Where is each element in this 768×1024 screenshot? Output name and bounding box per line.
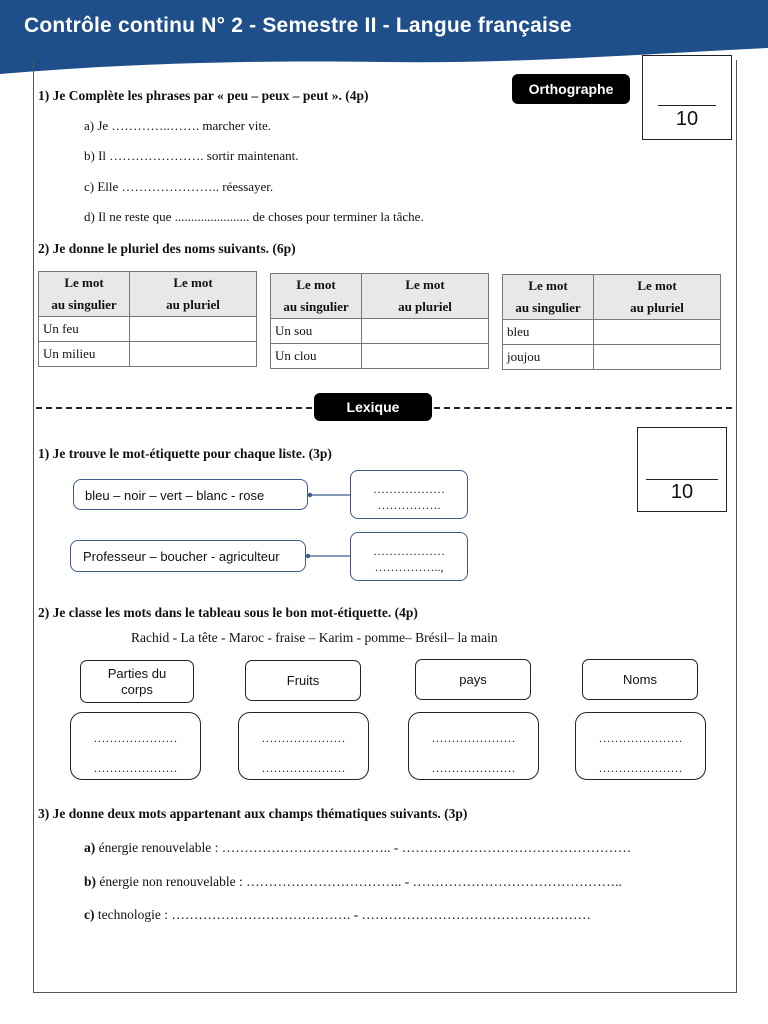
phrase-line-b: b) Il …………………. sortir maintenant. bbox=[84, 148, 299, 163]
column-header-singular: Le mot au singulier bbox=[39, 272, 130, 317]
answer-box-countries[interactable] bbox=[408, 712, 539, 780]
question-mot-etiquette: 1) Je trouve le mot-étiquette pour chaque liste. (3p) bbox=[38, 446, 332, 461]
answer-box-names[interactable] bbox=[575, 712, 706, 780]
plural-table-3 bbox=[502, 274, 721, 370]
column-header-plural: Le mot au pluriel bbox=[362, 274, 489, 319]
section-label-orthographe: Orthographe bbox=[512, 74, 630, 104]
score-line bbox=[646, 479, 718, 480]
category-label-body-parts bbox=[80, 660, 194, 703]
plural-answer-cell[interactable] bbox=[130, 317, 257, 342]
thematic-line-b bbox=[84, 874, 622, 890]
item-text: énergie renouvelable : ……………………………….. - …………………………………………… bbox=[98, 840, 632, 855]
score-box-orthographe bbox=[642, 55, 732, 140]
singular-cell: Un feu bbox=[39, 317, 130, 342]
singular-cell: Un milieu bbox=[39, 342, 130, 367]
question-classify: 2) Je classe les mots dans le tableau sous le bon mot-étiquette. (4p) bbox=[38, 605, 418, 620]
answer-dots: ………………… bbox=[261, 761, 346, 775]
plural-table-2 bbox=[270, 273, 489, 369]
item-text: technologie : …………………………………. - …………………………………………… bbox=[97, 907, 591, 922]
question-thematic-fields: 3) Je donne deux mots appartenant aux champs thématiques suivants. (3p) bbox=[38, 806, 468, 821]
phrase-line-d: d) Il ne reste que ....................... de choses pour terminer la tâche. bbox=[84, 209, 424, 224]
column-header-singular: Le mot au singulier bbox=[271, 274, 362, 319]
category-label-countries: pays bbox=[415, 659, 531, 700]
category-label-line: corps bbox=[121, 682, 153, 697]
score-line bbox=[658, 105, 716, 106]
singular-cell: joujou bbox=[503, 345, 594, 370]
answer-box-fruits[interactable] bbox=[238, 712, 369, 780]
singular-cell: Un clou bbox=[271, 344, 362, 369]
category-label-fruits: Fruits bbox=[245, 660, 361, 701]
answer-dots: ……………… bbox=[373, 482, 445, 496]
section-divider-right bbox=[434, 407, 732, 409]
category-label-names: Noms bbox=[582, 659, 698, 700]
score-value: 10 bbox=[675, 108, 699, 130]
column-header-plural: Le mot au pluriel bbox=[594, 275, 721, 320]
answer-dots: ………………… bbox=[431, 761, 516, 775]
plural-answer-cell[interactable] bbox=[594, 345, 721, 370]
plural-table-1 bbox=[38, 271, 257, 367]
answer-box-body-parts[interactable] bbox=[70, 712, 201, 780]
item-label: a) bbox=[84, 840, 96, 855]
answer-dots: ………………… bbox=[598, 731, 683, 745]
answer-dots: ……………… bbox=[373, 544, 445, 558]
item-label: b) bbox=[84, 874, 97, 889]
thematic-line-a bbox=[84, 840, 631, 856]
answer-dots: ………………… bbox=[93, 761, 178, 775]
phrase-line-c: c) Elle ………………….. réessayer. bbox=[84, 179, 274, 194]
word-list-colors: bleu – noir – vert – blanc - rose bbox=[73, 479, 308, 510]
score-box-lexique bbox=[637, 427, 727, 512]
column-header-singular: Le mot au singulier bbox=[503, 275, 594, 320]
page-title: Contrôle continu N° 2 - Semestre II - Langue française bbox=[24, 14, 572, 37]
item-text: énergie non renouvelable : …………………………….. - ……………………………………….. bbox=[99, 874, 622, 889]
phrase-line-a: a) Je …………..……. marcher vite. bbox=[84, 118, 272, 133]
question-plural: 2) Je donne le pluriel des noms suivants. (6p) bbox=[38, 241, 296, 256]
category-label-line: Parties du bbox=[107, 666, 167, 681]
section-label-lexique: Lexique bbox=[314, 393, 432, 421]
answer-dots: …………….., bbox=[374, 560, 444, 574]
question-complete-phrases: 1) Je Complète les phrases par « peu – peux – peut ». (4p) bbox=[38, 88, 369, 103]
plural-answer-cell[interactable] bbox=[130, 342, 257, 367]
answer-dots: ……………. bbox=[377, 498, 441, 512]
plural-answer-cell[interactable] bbox=[362, 319, 489, 344]
answer-dots: ………………… bbox=[93, 731, 178, 745]
item-label: c) bbox=[84, 907, 95, 922]
score-value: 10 bbox=[670, 481, 694, 503]
word-list-professions: Professeur – boucher - agriculteur bbox=[70, 540, 306, 572]
section-divider-left bbox=[36, 407, 312, 409]
answer-dots: ………………… bbox=[431, 731, 516, 745]
thematic-line-c bbox=[84, 907, 591, 923]
plural-answer-cell[interactable] bbox=[594, 320, 721, 345]
plural-answer-cell[interactable] bbox=[362, 344, 489, 369]
answer-box-label[interactable] bbox=[350, 470, 468, 519]
answer-dots: ………………… bbox=[598, 761, 683, 775]
singular-cell: bleu bbox=[503, 320, 594, 345]
answer-dots: ………………… bbox=[261, 731, 346, 745]
answer-box-label[interactable] bbox=[350, 532, 468, 581]
singular-cell: Un sou bbox=[271, 319, 362, 344]
column-header-plural: Le mot au pluriel bbox=[130, 272, 257, 317]
word-bank: Rachid - La tête - Maroc - fraise – Karim - pomme– Brésil– la main bbox=[131, 630, 498, 645]
